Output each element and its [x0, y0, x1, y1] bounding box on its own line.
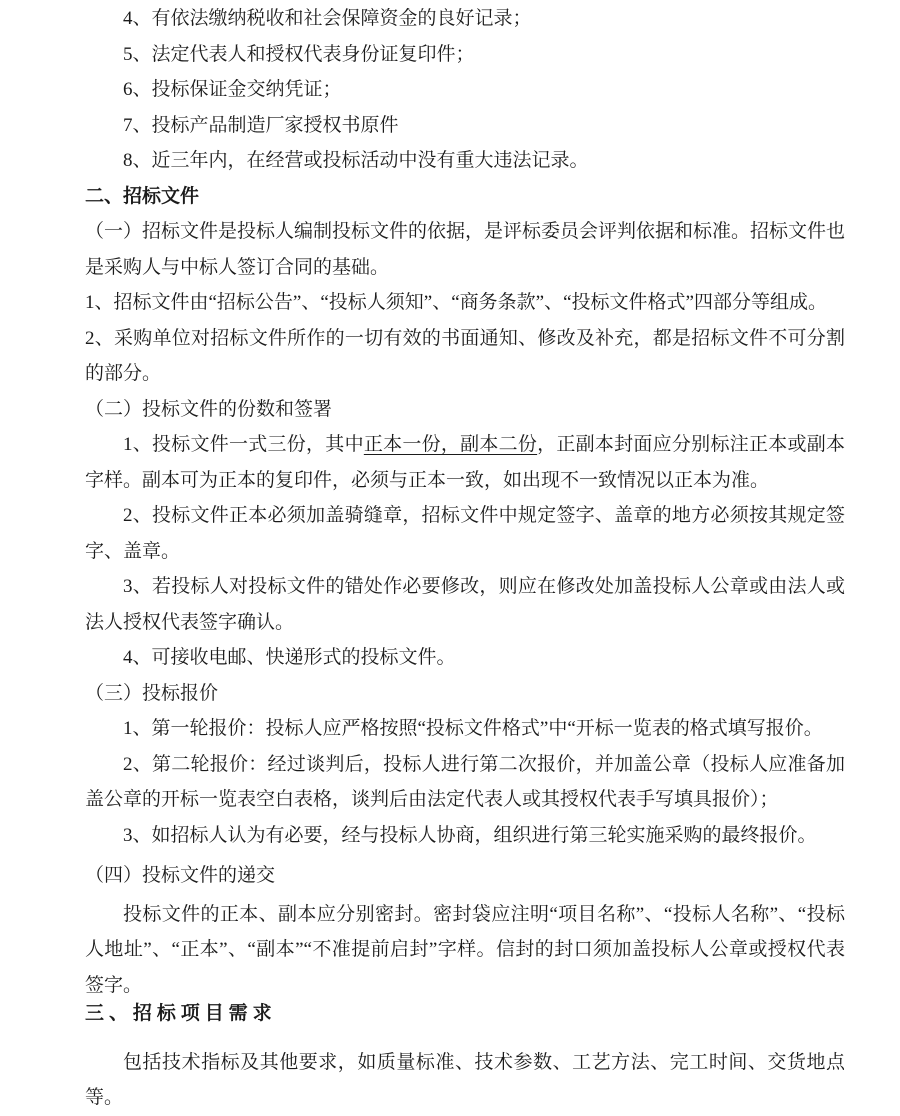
- qualification-item-4: 4、有依法缴纳税收和社会保障资金的良好记录；: [123, 8, 532, 29]
- para-technical-requirements: 包括技术指标及其他要求，如质量标准、技术参数、工艺方法、完工时间、交货地点等。: [85, 1051, 845, 1108]
- para-third-round-quote: 3、如招标人认为有必要，经与投标人协商，组织进行第三轮实施采购的最终报价。: [123, 824, 817, 846]
- para-first-round-quote: 1、第一轮报价：投标人应严格按照“投标文件格式”中“开标一览表的格式填写报价。: [123, 718, 823, 739]
- para-second-round-quote: 2、第二轮报价：经过谈判后，投标人进行第二次报价，并加盖公章（投标人应准备加盖公章的开标一览表空白表格，谈判后由法定代表人或其授权代表手写填具报价）；: [85, 753, 845, 810]
- copies-text-prefix: 1、投标文件一式三份，其中: [123, 434, 364, 455]
- section-heading-tender-documents: 二、招标文件: [85, 185, 200, 207]
- qualification-item-7: 7、投标产品制造厂家授权书原件: [123, 114, 399, 136]
- para-correction-stamp: 3、若投标人对投标文件的错处作必要修改，则应在修改处加盖投标人公章或由法人或法人授权代表签字确认。: [85, 576, 845, 633]
- qualification-item-6: 6、投标保证金交纳凭证；: [123, 79, 342, 100]
- para-tender-doc-amendments: 2、采购单位对招标文件所作的一切有效的书面通知、修改及补充，都是招标文件不可分割的部分。: [85, 327, 845, 384]
- qualification-item-8: 8、近三年内，在经营或投标活动中没有重大违法记录。: [123, 150, 589, 171]
- para-copies-original-duplicate: [85, 427, 845, 498]
- subheading-bid-quotation: （三）投标报价: [85, 682, 219, 704]
- para-tender-doc-basis: （一）招标文件是投标人编制投标文件的依据，是评标委员会评判依据和标准。招标文件也是采购人与中标人签订合同的基础。: [85, 221, 846, 278]
- copies-text-suffix: ，正副本封面应分别标注正本或副本字样。副本可为正本的复印件，必须与正本一致，如出现不一致情况以正本为准。: [85, 434, 845, 491]
- subheading-bid-submission: （四）投标文件的递交: [85, 865, 276, 886]
- section-heading-project-requirements: 三、招标项目需求: [85, 1003, 277, 1024]
- para-tender-doc-composition: 1、招标文件由“招标公告”、“投标人须知”、“商务条款”、“投标文件格式”四部分等组成。: [85, 292, 827, 313]
- underlined-copies-count: 正本一份，副本二份: [363, 434, 538, 455]
- qualification-item-5: 5、法定代表人和授权代表身份证复印件；: [123, 43, 475, 65]
- subheading-copies-and-signing: （二）投标文件的份数和签署: [85, 398, 333, 420]
- para-sealing-requirements: 投标文件的正本、副本应分别密封。密封袋应注明“项目名称”、“投标人名称”、“投标人地址”、“正本”、“副本”“不准提前启封”字样。信封的封口须加盖投标人公章或授权代表签字。: [85, 903, 845, 996]
- para-seal-requirement: 2、投标文件正本必须加盖骑缝章，招标文件中规定签字、盖章的地方必须按其规定签字、盖章。: [85, 505, 845, 562]
- para-email-express-acceptance: 4、可接收电邮、快递形式的投标文件。: [123, 647, 456, 668]
